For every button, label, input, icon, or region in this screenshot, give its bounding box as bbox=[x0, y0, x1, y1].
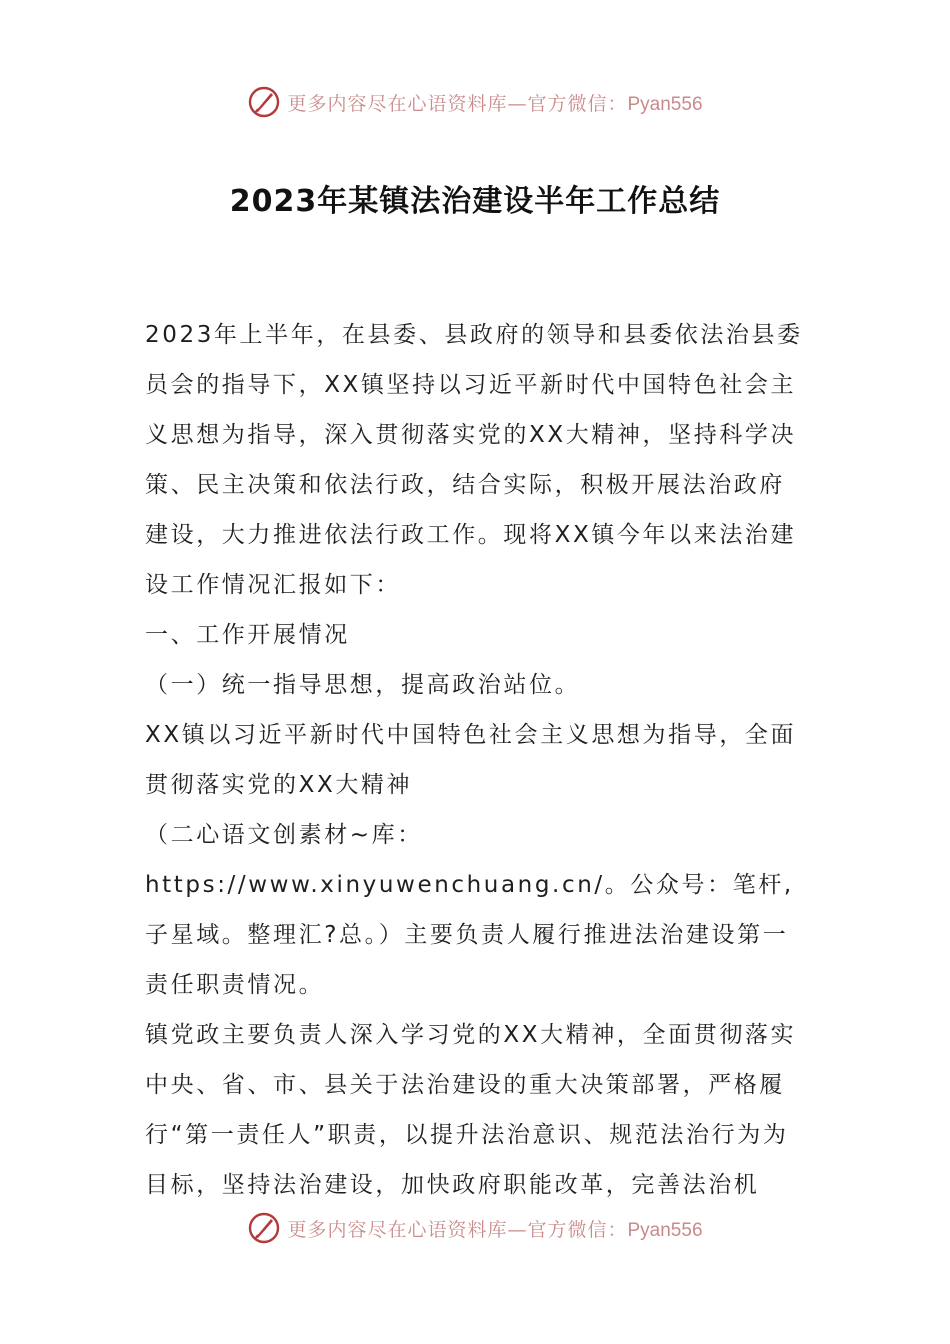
body-paragraph: XX镇以习近平新时代中国特色社会主义思想为指导，全面贯彻落实党的XX大精神 bbox=[145, 722, 797, 798]
section-heading: 一、工作开展情况 bbox=[145, 622, 350, 648]
quill-logo-icon bbox=[247, 85, 281, 119]
watermark-wechat-id: Pyan556 bbox=[627, 93, 703, 115]
document-body bbox=[145, 310, 805, 1210]
body-paragraph: （二心语文创素材~库：https://www.xinyuwenchuang.cn/。公众号：笔杆,子星域。整理汇?总。）主要负责人履行推进法治建设第一责任职责情况。 bbox=[145, 822, 794, 998]
body-paragraph: 镇党政主要负责人深入学习党的XX大精神，全面贯彻落实中央、省、市、县关于法治建设的重大决策部署，严格履行“第一责任人”职责，以提升法治意识、规范法治行为为目标，坚持法治建设，加快政府职能改革，完善法治机 bbox=[145, 1022, 797, 1198]
intro-paragraph: 2023年上半年，在县委、县政府的领导和县委依法治县委员会的指导下，XX镇坚持以习近平新时代中国特色社会主义思想为指导，深入贯彻落实党的XX大精神，坚持科学决策、民主决策和依法行政，结合实际，积极开展法治政府建设，大力推进依法行政工作。现将XX镇今年以来法治建设工作情况汇报如下： bbox=[145, 322, 803, 598]
quill-logo-icon bbox=[247, 1211, 281, 1245]
subsection-heading: （一）统一指导思想，提高政治站位。 bbox=[145, 672, 581, 698]
watermark-wechat-id: Pyan556 bbox=[627, 1219, 703, 1241]
header-watermark bbox=[0, 82, 950, 122]
watermark-text: 更多内容尽在心语资料库—官方微信：Pyan556 bbox=[287, 92, 703, 115]
watermark-text: 更多内容尽在心语资料库—官方微信：Pyan556 bbox=[287, 1218, 703, 1241]
document-title: 2023年某镇法治建设半年工作总结 bbox=[229, 184, 721, 219]
footer-watermark bbox=[0, 1208, 950, 1248]
